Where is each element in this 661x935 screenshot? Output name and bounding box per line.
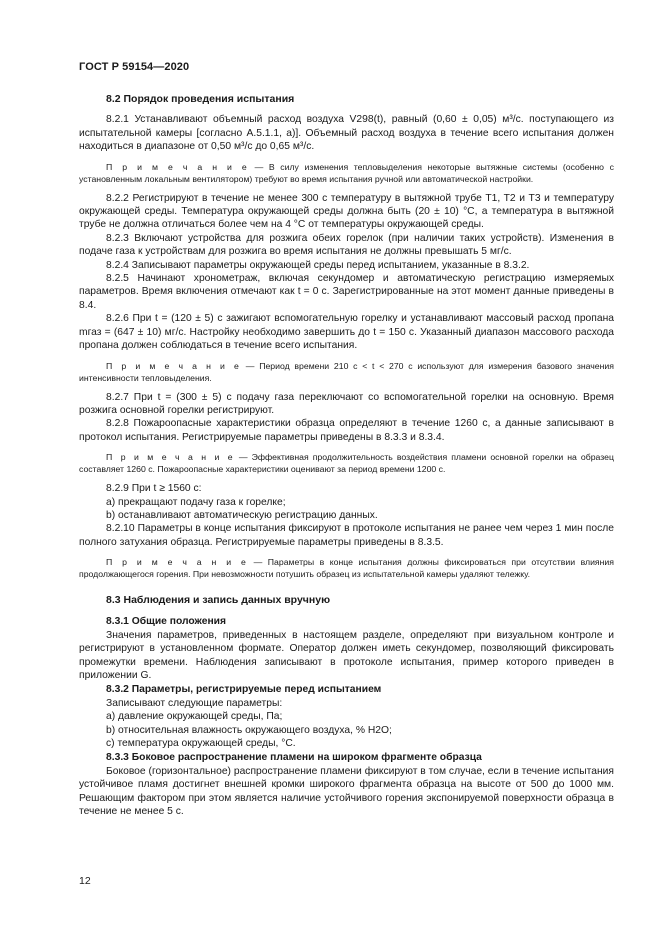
paragraph-8-2-2: 8.2.2 Регистрируют в течение не менее 300 с температуру в вытяжной трубе T1, T2 и T3 и температуру окружающей среды. Температура окружающей среды должна быть (20 ± 10) °С, а температура в вытяжной трубе не должна отличаться более чем на 4 °С от температуры окружающей среды. [79, 192, 614, 231]
paragraph-8-3-2: Записывают следующие параметры: [106, 698, 283, 709]
note-3-text: — Эффективная продолжительность воздействия пламени основной горелки на образец составляет 1260 с. Пожароопасные характеристики оценивают за период времени 1200 с. [79, 452, 614, 475]
note-4 [79, 556, 614, 580]
note-4-label: П р и м е ч а н и е [106, 557, 249, 568]
paragraph-8-2-8: 8.2.8 Пожароопасные характеристики образца определяют в течение 1260 с, а данные записывают в протокол испытания. Регистрируемые параметры приведены в 8.3.3 и 8.3.4. [79, 418, 614, 443]
paragraph-8-3-3: Боковое (горизонтальное) распространение пламени фиксируют в том случае, если в течение испытания устойчивое пламя достигнет внешней кромки широкого фрагмента образца на высоте от 500 до 1000 мм. Решающим фактором при этом является наличие устойчивого горения экспонируемой поверхности образца в течение не менее 5 с. [79, 766, 614, 818]
page-number: 12 [79, 875, 91, 887]
note-3-label: П р и м е ч а н и е [106, 452, 235, 463]
list-item-8-3-2-a: a) давление окружающей среды, Па; [106, 711, 283, 723]
subsection-8-3-3-heading: 8.3.3 Боковое распространение пламени на широком фрагменте образца [106, 751, 482, 763]
paragraph-8-2-6: 8.2.6 При t = (120 ± 5) с зажигают вспомогательную горелку и устанавливают массовый расход пропана mгаз = (647 ± 10) мг/с. Настройку необходимо завершить до t = 150 с. Указанный диапазон массового расхода пропана должен соблюдаться в течение всего испытания. [79, 313, 614, 352]
subsection-8-3-1-heading: 8.3.1 Общие положения [106, 615, 226, 627]
section-8-2-heading: 8.2 Порядок проведения испытания [106, 93, 295, 105]
note-1 [79, 161, 614, 185]
paragraph-8-2-4: 8.2.4 Записывают параметры окружающей среды перед испытанием, указанные в 8.3.2. [106, 259, 530, 271]
note-2 [79, 360, 614, 384]
list-item-8-3-2-c: c) температура окружающей среды, °С. [106, 738, 296, 750]
note-1-text: — В силу изменения тепловыделения некоторые вытяжные системы (особенно с установленным локальным вентилятором) требуют во время испытания ручной или автоматической настройки. [79, 161, 614, 184]
note-3 [79, 451, 614, 475]
paragraph-8-2-10: 8.2.10 Параметры в конце испытания фиксируют в протоколе испытания не ранее чем через 1 мин после полного затухания образца. Регистрируемые параметры приведены в 8.3.5. [79, 523, 614, 548]
paragraph-8-2-7: 8.2.7 При t = (300 ± 5) с подачу газа переключают со вспомогательной горелки на основную. Время розжига основной горелки регистрируют. [79, 391, 614, 416]
page-content [79, 93, 614, 819]
paragraph-8-2-1: 8.2.1 Устанавливают объемный расход воздуха V298(t), равный (0,60 ± 0,05) м³/с. поступающего из испытательной камеры [согласно А.5.1.1, а)]. Объемный расход воздуха в течение всего испытания должен находиться в диапазоне от 0,50 м³/с до 0,65 м³/с. [79, 114, 614, 153]
paragraph-8-2-3: 8.2.3 Включают устройства для розжига обеих горелок (при наличии таких устройств). Изменения в подаче газа к устройствам для розжига во время испытания не должны превышать 5 мг/с. [79, 232, 614, 258]
standard-header: ГОСТ Р 59154—2020 [79, 61, 190, 73]
note-1-label: П р и м е ч а н и е [106, 161, 249, 172]
note-2-text: — Период времени 210 с < t < 270 с используют для измерения базового значения интенсивности тепловыделения. [79, 360, 614, 383]
list-item-8-2-9-b: b) останавливают автоматическую регистрацию данных. [106, 509, 378, 521]
paragraph-8-3-1: Значения параметров, приведенных в настоящем разделе, определяют при визуальном контроле и регистрируют в установленном формате. Оператор должен иметь секундомер, позволяющий фиксировать промежутки времени. Наблюдения записывают в протоколе испытания, пример которого приведен в приложении G. [79, 629, 614, 682]
list-item-8-3-2-b: b) относительная влажность окружающего воздуха, % Н2О; [106, 724, 392, 736]
note-2-label: П р и м е ч а н и е [106, 360, 242, 371]
list-item-8-2-9-a: a) прекращают подачу газа к горелке; [106, 496, 286, 508]
paragraph-8-2-5: 8.2.5 Начинают хронометраж, включая секундомер и автоматическую регистрацию измеряемых параметров. Время включения отмечают как t = 0 с. Зарегистрированные на этот момент данные приведены в 8.4. [79, 273, 614, 311]
section-8-3-heading: 8.3 Наблюдения и запись данных вручную [106, 594, 331, 607]
paragraph-8-2-9: 8.2.9 При t ≥ 1560 с: [106, 483, 202, 495]
subsection-8-3-2-heading: 8.3.2 Параметры, регистрируемые перед испытанием [106, 683, 382, 695]
note-4-text: — Параметры в конце испытания должны фиксироваться при отсутствии влияния продолжающегося горения. При невозможности потушить образец из испытательной камеры удаляют тележку. [79, 557, 614, 580]
